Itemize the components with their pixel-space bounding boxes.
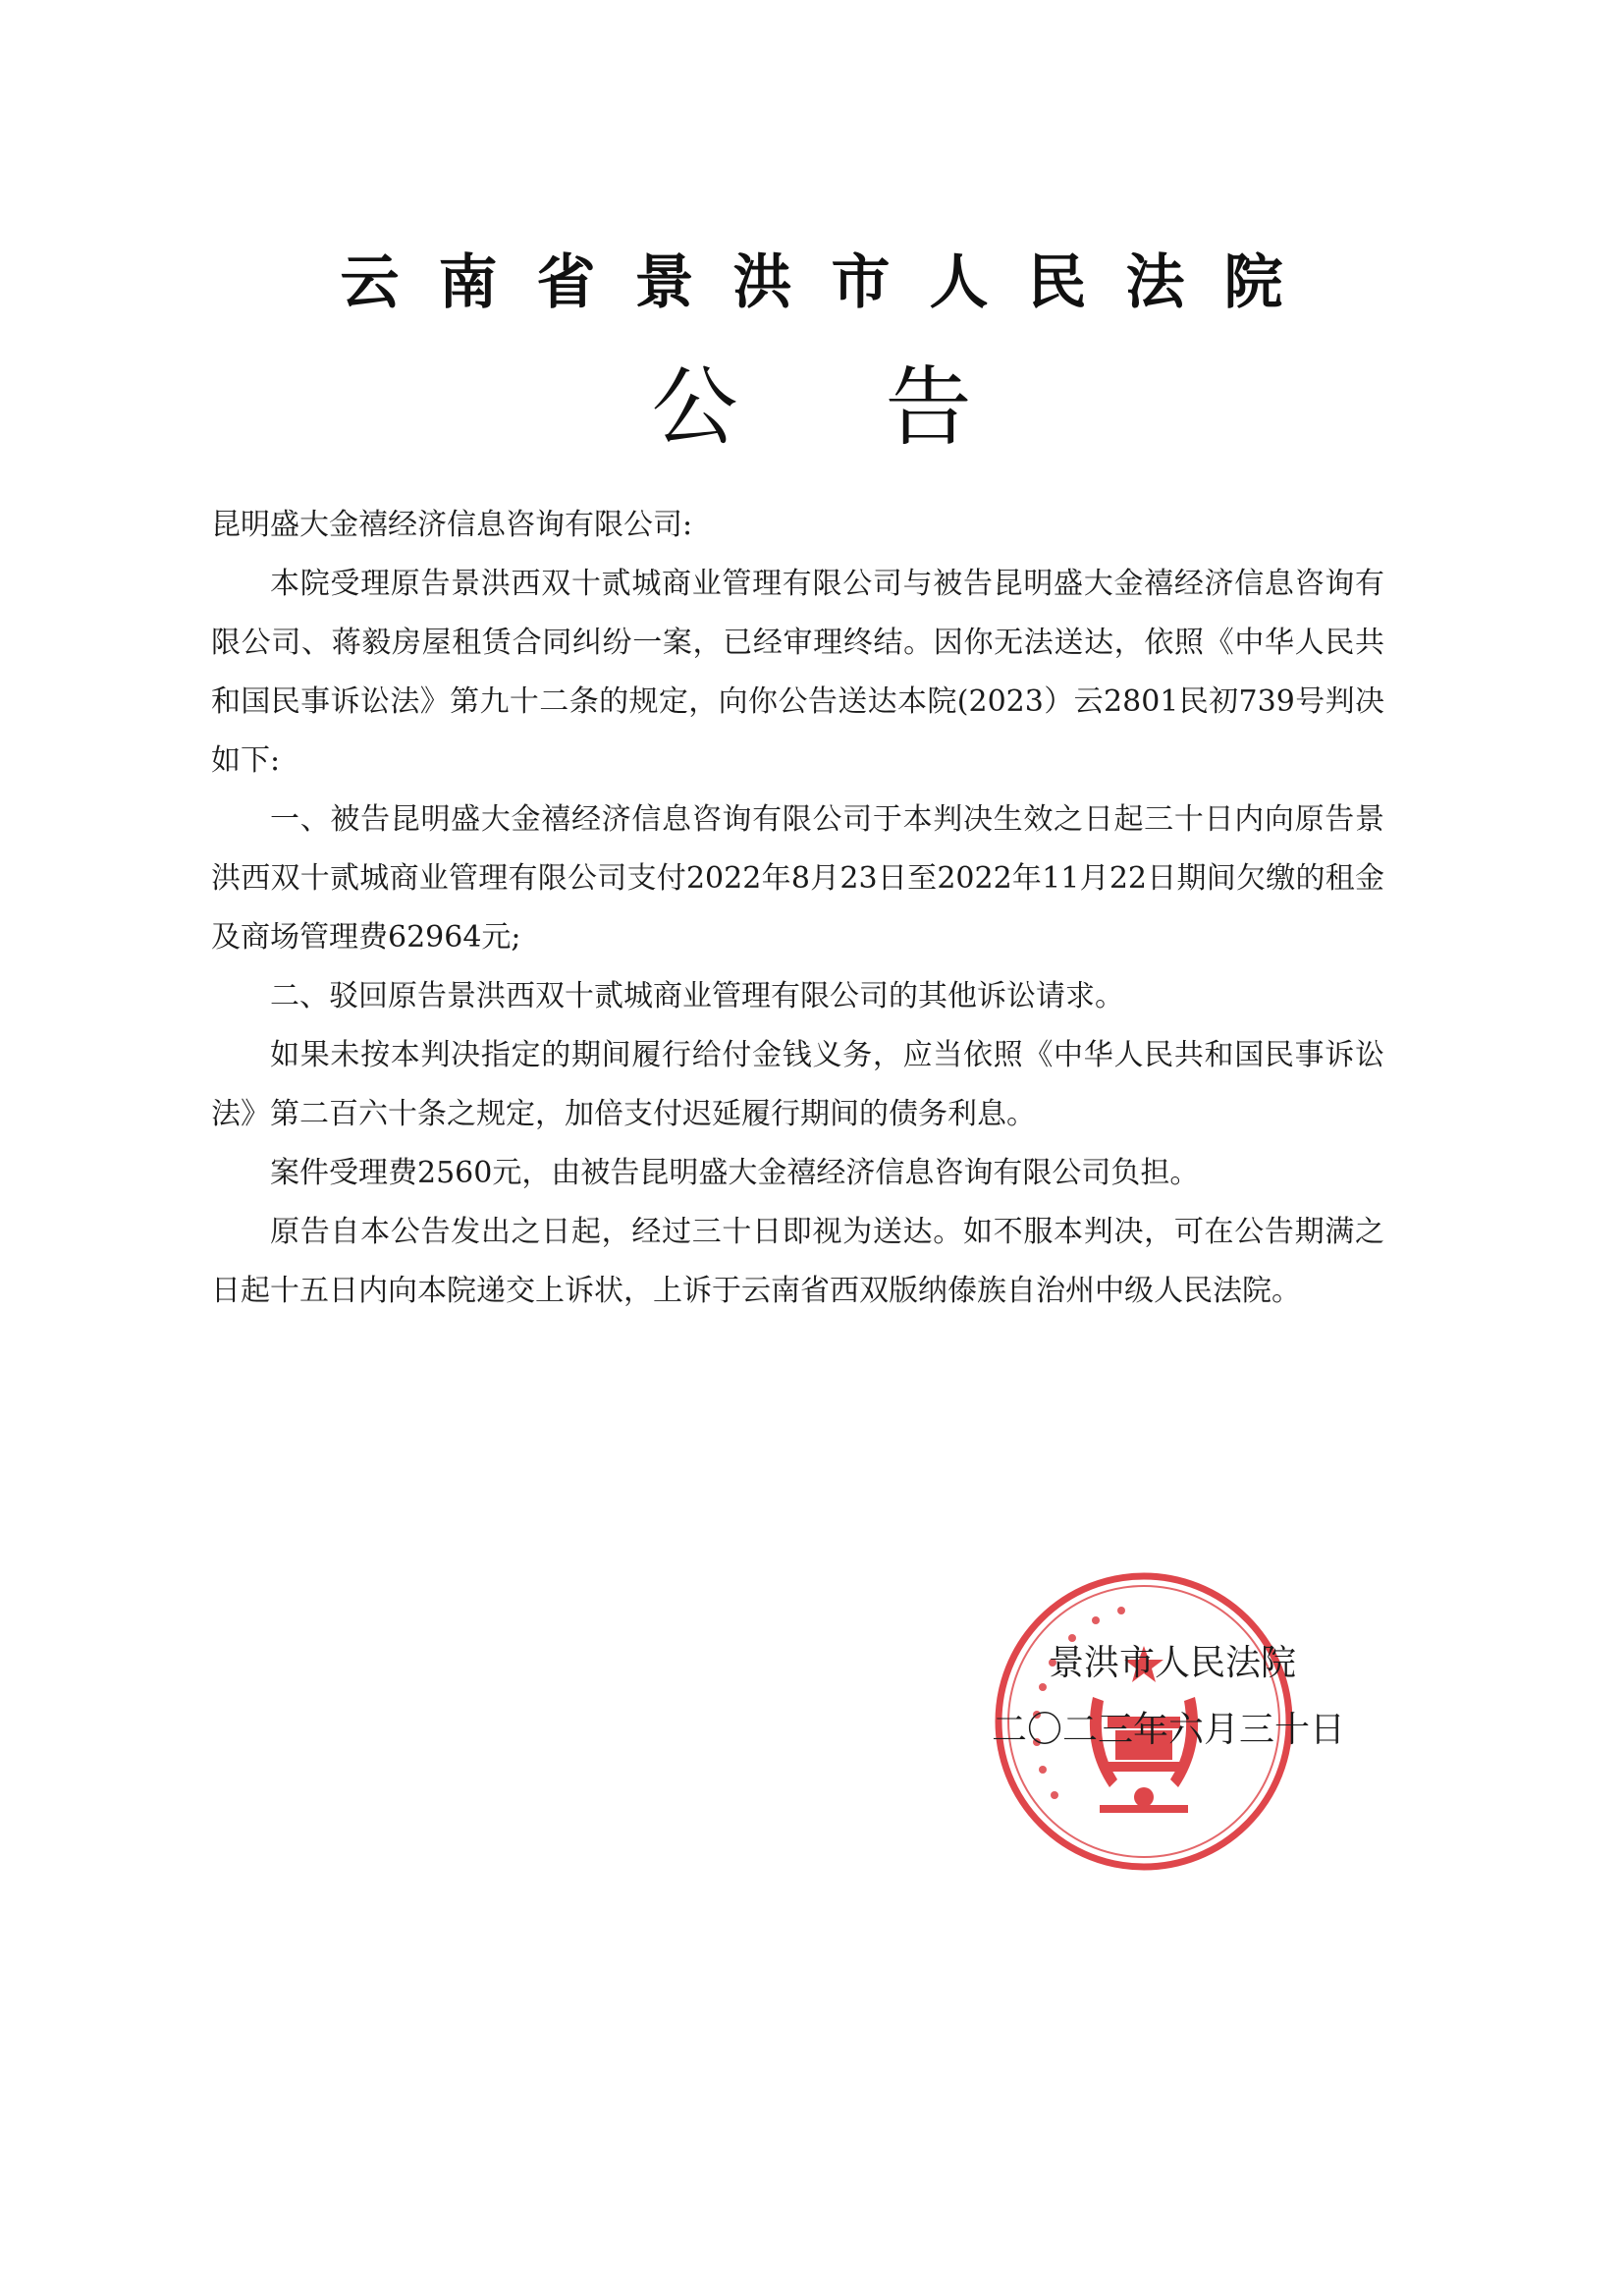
notice-body — [211, 496, 1384, 1321]
paragraph-appeal-notice: 原告自本公告发出之日起，经过三十日即视为送达。如不服本判决，可在公告期满之日起十五日内向本院递交上诉状，上诉于云南省西双版纳傣族自治州中级人民法院。 — [211, 1215, 1384, 1308]
paragraph-judgment-item-2: 二、驳回原告景洪西双十贰城商业管理有限公司的其他诉讼请求。 — [270, 979, 1124, 1013]
signature-block — [933, 1630, 1345, 1764]
paragraph-case-summary: 本院受理原告景洪西双十贰城商业管理有限公司与被告昆明盛大金禧经济信息咨询有限公司、蒋毅房屋租赁合同纠纷一案，已经审理终结。因你无法送达，依照《中华人民共和国民事诉讼法》第九十二条的规定，向你公告送达本院(2023）云2801民初739号判决如下: — [211, 567, 1384, 778]
signature-date: 二〇二三年六月三十日 — [991, 1710, 1345, 1750]
court-name-heading: 云南省景洪市人民法院 — [340, 248, 1323, 317]
document-title: 公告 — [651, 356, 1119, 458]
signature-court-name: 景洪市人民法院 — [1048, 1643, 1296, 1683]
paragraph-judgment-item-1: 一、被告昆明盛大金禧经济信息咨询有限公司于本判决生效之日起三十日内向原告景洪西双十贰城商业管理有限公司支付2022年8月23日至2022年11月22日期间欠缴的租金及商场管理费62964元; — [211, 802, 1384, 955]
paragraph-court-fee: 案件受理费2560元，由被告昆明盛大金禧经济信息咨询有限公司负担。 — [270, 1156, 1200, 1190]
paragraph-interest-clause: 如果未按本判决指定的期间履行给付金钱义务，应当依照《中华人民共和国民事诉讼法》第二百六十条之规定，加倍支付迟延履行期间的债务利息。 — [211, 1038, 1384, 1131]
addressee: 昆明盛大金禧经济信息咨询有限公司: — [211, 508, 693, 542]
